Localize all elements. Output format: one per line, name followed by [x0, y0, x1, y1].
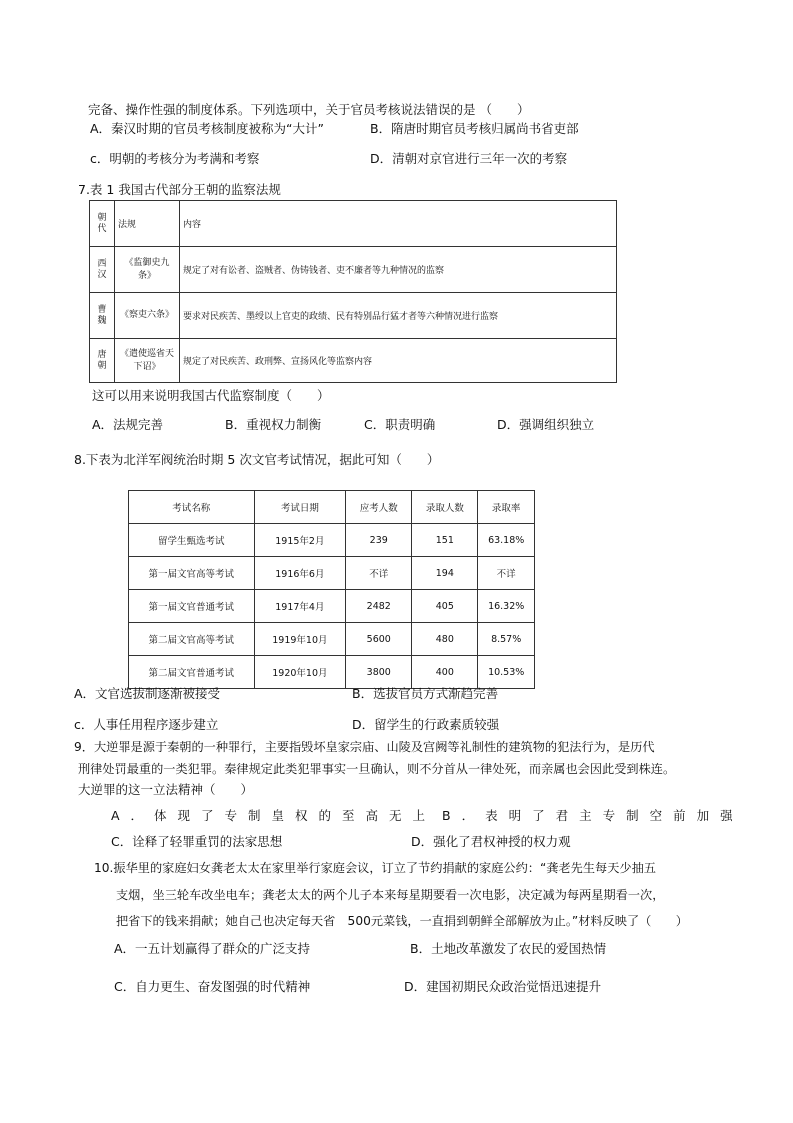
q6-option-c: c．明朝的考核分为考满和考察: [90, 151, 260, 166]
table-header-cell: 法规: [115, 201, 180, 247]
q10-line-3: 把省下的钱来捐献；她自己也决定每天省 500元菜钱，一直捐到朝鲜全部解放为止。”材料反映了（ ）: [116, 914, 688, 928]
table-cell: 1919年10月: [254, 623, 346, 656]
table-cell: 1920年10月: [254, 656, 346, 689]
table-cell: 194: [412, 557, 478, 590]
q10-option-c: C．自力更生、奋发图强的时代精神: [114, 979, 311, 994]
table-cell-law: 《监御史九条》: [115, 247, 180, 293]
table-header-cell: 应考人数: [346, 491, 412, 524]
table-row: [129, 656, 535, 689]
table-cell: 16.32%: [478, 590, 535, 623]
table-cell-content: 规定了对有讼者、盗贼者、伪铸钱者、吏不廉者等九种情况的监察: [180, 247, 617, 293]
table-header-row: [90, 201, 617, 247]
q6-option-b: B．隋唐时期官员考核归属尚书省吏部: [370, 121, 579, 136]
table-cell: 480: [412, 623, 478, 656]
table-cell: 1917年4月: [254, 590, 346, 623]
table-cell: 1915年2月: [254, 524, 346, 557]
q9-option-d: D．强化了君权神授的权力观: [411, 834, 571, 849]
table-row: [90, 247, 617, 293]
table-cell-law: 《察吏六条》: [115, 293, 180, 339]
table-header-cell: 录取人数: [412, 491, 478, 524]
table-cell: 不详: [346, 557, 412, 590]
q8-option-c: c．人事任用程序逐步建立: [74, 717, 219, 732]
table-row: [129, 524, 535, 557]
q7-option-b: B．重视权力制衡: [225, 417, 322, 432]
table-row: [129, 557, 535, 590]
table-cell: 3800: [346, 656, 412, 689]
q8-option-d: D．留学生的行政素质较强: [352, 717, 500, 732]
q7-stem: 这可以用来说明我国古代监察制度（ ）: [92, 388, 330, 403]
table-cell: 239: [346, 524, 412, 557]
q7-option-d: D．强调组织独立: [497, 417, 595, 432]
table-cell: 第二届文官普通考试: [129, 656, 255, 689]
q9-option-b: B．表明了君主专制空前加强: [442, 808, 744, 823]
table-cell: 8.57%: [478, 623, 535, 656]
q6-option-a: A．秦汉时期的官员考核制度被称为“大计”: [90, 121, 325, 136]
table-row: [129, 590, 535, 623]
table-cell: 2482: [346, 590, 412, 623]
q7-caption: 7.表 1 我国古代部分王朝的监察法规: [78, 182, 281, 197]
table-row: [90, 293, 617, 339]
table-cell-dynasty: 曹魏: [90, 293, 115, 339]
table-row: [90, 339, 617, 383]
table-cell: 留学生甄选考试: [129, 524, 255, 557]
table-cell: 10.53%: [478, 656, 535, 689]
q7-option-c: C．职责明确: [364, 417, 436, 432]
table-header-cell: 考试名称: [129, 491, 255, 524]
table-header-cell: 朝代: [90, 201, 115, 247]
q6-option-d: D．清朝对京官进行三年一次的考察: [370, 151, 568, 166]
table-cell: 5600: [346, 623, 412, 656]
q9-line-2: 刑律处罚最重的一类犯罪。秦律规定此类犯罪事实一旦确认，则不分首从一律处死，而亲属也会因此受到株连。: [78, 762, 676, 776]
table-cell: 1916年6月: [254, 557, 346, 590]
table-header-cell: 录取率: [478, 491, 535, 524]
table-cell: 第一届文官高等考试: [129, 557, 255, 590]
q8-option-b: B．选拔官员方式渐趋完善: [352, 686, 499, 701]
table-cell-dynasty: 西汉: [90, 247, 115, 293]
q9-option-c: C．诠释了轻罪重罚的法家思想: [111, 834, 283, 849]
table-header-row: [129, 491, 535, 524]
table-cell: 第一届文官普通考试: [129, 590, 255, 623]
q6-stem: 完备、操作性强的制度体系。下列选项中，关于官员考核说法错误的是 （ ）: [88, 102, 530, 117]
q9-line-1: 9．大逆罪是源于秦朝的一种罪行，主要指毁坏皇家宗庙、山陵及宫阙等礼制性的建筑物的犯法行为，是历代: [74, 740, 655, 754]
q8-option-a: A．文官选拔制逐渐被接受: [74, 686, 221, 701]
q10-line-2: 支烟，坐三轮车改坐电车；龚老太太的两个儿子本来每星期要看一次电影，决定减为每两星期看一次，: [116, 888, 665, 902]
table-cell-content: 规定了对民疾苦、政刑弊、宣扬风化等监察内容: [180, 339, 617, 383]
table-header-cell: 内容: [180, 201, 617, 247]
q10-line-1: 10.振华里的家庭妇女龚老太太在家里举行家庭会议，订立了节约捐献的家庭公约：“龚老先生每天少抽五: [94, 861, 656, 875]
q9-option-a: A．体现了专制皇权的至高无上: [111, 808, 437, 823]
table-cell-dynasty: 唐朝: [90, 339, 115, 383]
q10-option-d: D．建国初期民众政治觉悟迅速提升: [404, 979, 602, 994]
q10-option-a: A．一五计划赢得了群众的广泛支持: [114, 941, 311, 956]
table-cell: 第二届文官高等考试: [129, 623, 255, 656]
table-cell: 63.18%: [478, 524, 535, 557]
table-cell-content: 要求对民疾苦、墨绶以上官吏的政绩、民有特别品行猛才者等六种情况进行监察: [180, 293, 617, 339]
table-cell: 151: [412, 524, 478, 557]
table-cell: 不详: [478, 557, 535, 590]
table-cell-law: 《遣使巡省天下诏》: [115, 339, 180, 383]
q7-option-a: A．法规完善: [92, 417, 164, 432]
table-header-cell: 考试日期: [254, 491, 346, 524]
table-cell: 400: [412, 656, 478, 689]
q8-table: [128, 490, 535, 689]
q7-table: [89, 200, 617, 383]
q9-line-3: 大逆罪的这一立法精神（ ）: [78, 782, 254, 797]
q8-stem: 8.下表为北洋军阀统治时期 5 次文官考试情况，据此可知（ ）: [74, 452, 440, 467]
table-row: [129, 623, 535, 656]
table-cell: 405: [412, 590, 478, 623]
q10-option-b: B．土地改革激发了农民的爱国热情: [410, 941, 607, 956]
